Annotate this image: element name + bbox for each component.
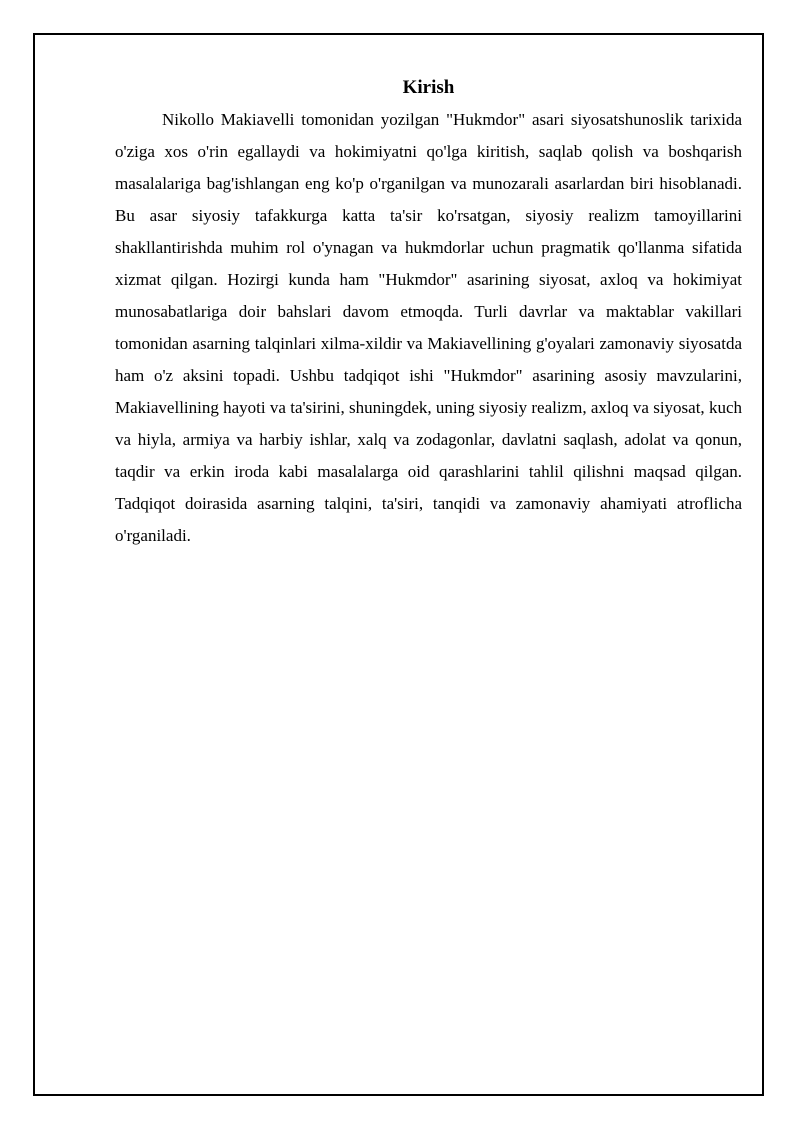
document-body <box>115 76 742 552</box>
section-heading: Kirish <box>402 77 455 98</box>
intro-paragraph: Nikollo Makiavelli tomonidan yozilgan "Hukmdor" asari siyosatshunoslik tarixida o'ziga xos o'rin egallaydi va hokimiyatni qo'lga kiritish, saqlab qolish va boshqarish masalalariga bag'ishlangan eng ko'p o'rganilgan va munozarali asarlardan biri hisoblanadi. Bu asar siyosiy tafakkurga katta ta'sir ko'rsatgan, siyosiy realizm tamoyillarini shakllantirishda muhim rol o'ynagan va hukmdorlar uchun pragmatik qo'llanma sifatida xizmat qilgan. Hozirgi kunda ham "Hukmdor" asarining siyosat, axloq va hokimiyat munosabatlariga doir bahslari davom etmoqda. Turli davrlar va maktablar vakillari tomonidan asarning talqinlari xilma-xildir va Makiavellining g'oyalari zamonaviy siyosatda ham o'z aksini topadi. Ushbu tadqiqot ishi "Hukmdor" asarining asosiy mavzularini, Makiavellining hayoti va ta'sirini, shuningdek, uning siyosiy realizm, axloq va siyosat, kuch va hiyla, armiya va harbiy ishlar, xalq va zodagonlar, davlatni saqlash, adolat va qonun, taqdir va erkin iroda kabi masalalarga oid qarashlarini tahlil qilishni maqsad qilgan. Tadqiqot doirasida asarning talqini, ta'siri, tanqidi va zamonaviy ahamiyati atroflicha o'rganiladi. <box>115 110 742 545</box>
